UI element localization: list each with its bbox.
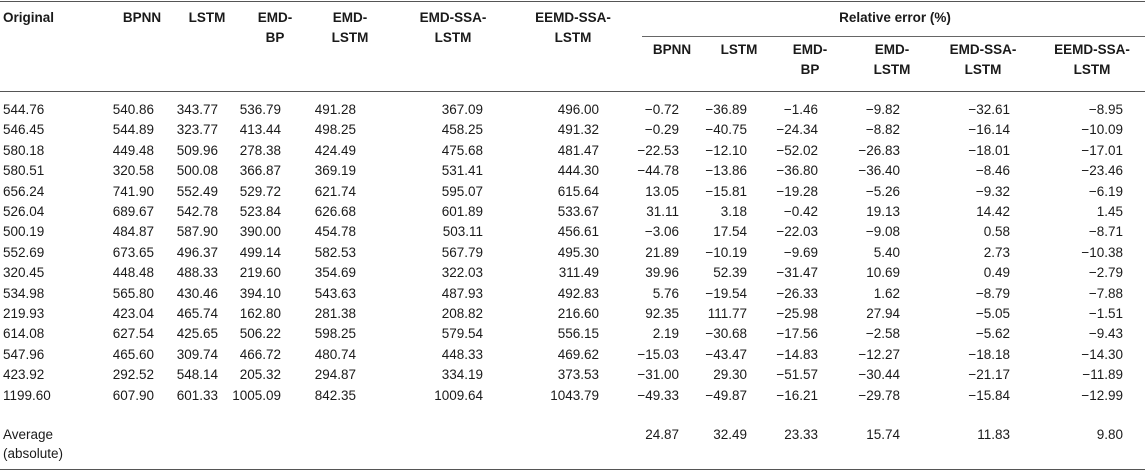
table-cell: 621.74 [314,183,356,199]
average-cell: 9.80 [1096,427,1123,442]
table-cell: 540.86 [112,102,154,117]
table-cell: −29.78 [858,387,900,403]
header-bpnn [110,8,174,28]
header-emd-lstm: EMD- LSTM [331,10,369,45]
table-cell: 492.83 [557,285,599,301]
table-cell: 17.54 [713,224,747,240]
table-cell: 423.04 [112,306,154,321]
average-sublabel: (absolute) [3,446,64,461]
table-cell: 21.89 [645,244,679,260]
table-cell: −15.84 [968,387,1010,403]
table-cell: 582.53 [314,244,356,260]
table-cell: −1.46 [783,102,818,117]
table-cell: −15.03 [637,346,679,362]
table-cell: 544.76 [3,102,45,117]
table-cell: 534.98 [3,285,45,301]
table-cell: 480.74 [314,346,356,362]
table-cell: −26.33 [776,285,818,301]
table-cell: −26.83 [858,142,900,158]
table-cell: 546.45 [3,122,45,138]
table-cell: 741.90 [112,183,154,199]
average-cell: 32.49 [713,427,747,442]
table-cell: −16.21 [776,387,818,403]
table-cell: 292.52 [112,367,154,383]
table-cell: 448.48 [112,265,154,281]
table-cell: −25.98 [776,306,818,321]
table-cell: −43.47 [705,346,747,362]
table-cell: −14.30 [1081,346,1123,362]
table-cell: 498.25 [314,122,356,138]
table-cell: 320.45 [3,265,45,281]
table-cell: −16.14 [968,122,1010,138]
table-cell: −5.05 [975,306,1010,321]
table-cell: −21.17 [968,367,1010,383]
table-cell: 523.84 [239,204,281,219]
table-cell: 205.32 [239,367,281,383]
header-original: Original [3,10,55,25]
table-cell: −19.28 [776,183,818,199]
table-cell: 466.72 [239,346,281,362]
table-cell: −15.81 [705,183,747,199]
table-cell: 423.92 [3,367,45,383]
table-cell: 503.11 [442,224,483,240]
table-cell: −3.06 [644,224,679,240]
table-cell: 526.04 [3,204,45,219]
table-cell: −0.42 [783,204,818,219]
table-cell: −2.58 [865,326,900,342]
table-cell: 656.24 [3,183,45,199]
header-lstm-text: LSTM [188,10,226,25]
table-cell: 509.96 [176,142,218,158]
table-cell: −10.38 [1081,244,1123,260]
table-cell: −49.87 [705,387,747,403]
table-cell: 281.38 [314,306,356,321]
table-cell: 367.09 [441,102,483,117]
table-cell: −44.78 [637,163,679,179]
table-cell: 484.87 [112,224,154,240]
table-cell: 448.33 [441,346,483,362]
table-cell: 469.62 [557,346,599,362]
table-cell: −9.69 [783,244,818,260]
header-err-emd-lstm: EMD- LSTM [873,42,911,77]
table-cell: −9.32 [975,183,1010,199]
table-cell: −8.79 [975,285,1010,301]
header-bpnn-text: BPNN [122,10,162,25]
table-cell: 369.19 [314,163,356,179]
header-relative-error: Relative error (%) [839,10,951,25]
table-cell: −51.57 [776,367,818,383]
table-cell: −8.82 [865,122,900,138]
table-cell: 14.42 [976,204,1010,219]
header-lstm [182,8,232,28]
table-cell: −30.44 [858,367,900,383]
table-cell: −0.72 [644,102,679,117]
table-cell: 499.14 [239,244,281,260]
table-cell: −12.99 [1081,387,1123,403]
header-emd-ssa-lstm: EMD-SSA- LSTM [419,10,487,45]
table-cell: 481.47 [557,142,599,158]
table-cell: 10.69 [866,265,900,281]
table-cell: 454.78 [314,224,356,240]
table-cell: 506.22 [239,326,281,342]
table-cell: 565.80 [112,285,154,301]
table-cell: −13.86 [705,163,747,179]
average-cell: 23.33 [784,427,818,442]
table-cell: 496.37 [176,244,218,260]
header-eemd-ssa-lstm: EEMD-SSA- LSTM [535,10,611,45]
header-err-lstm: LSTM [720,42,758,57]
table-cell: −9.08 [865,224,900,240]
table-cell: 496.00 [557,102,599,117]
table-cell: 2.19 [652,326,679,342]
table-cell: −11.89 [1082,367,1123,383]
table-cell: 208.82 [441,306,483,321]
table-cell: 1199.60 [3,387,51,403]
table-cell: 1.62 [873,285,900,301]
table-cell: −49.33 [637,387,679,403]
table-cell: −22.03 [776,224,818,240]
table-cell: 614.08 [3,326,45,342]
table-cell: 5.76 [652,285,679,301]
table-cell: 542.78 [176,204,218,219]
table-cell: 615.64 [557,183,599,199]
table-cell: 626.68 [314,204,356,219]
table-cell: 219.93 [3,306,45,321]
table-cell: 531.41 [441,163,483,179]
table-cell: −18.01 [968,142,1010,158]
header-err-emd-bp: EMD- BP [792,42,828,77]
table-cell: −19.54 [705,285,747,301]
table-cell: 595.07 [441,183,483,199]
average-cell: 15.74 [866,427,900,442]
table-cell: 320.58 [112,163,154,179]
table-cell: 424.49 [314,142,356,158]
table-cell: 219.60 [239,265,281,281]
table-cell: 394.10 [239,285,281,301]
table-cell: 475.68 [441,142,483,158]
table-cell: 343.77 [176,102,218,117]
table-cell: −14.83 [776,346,818,362]
table-cell: −6.19 [1088,183,1123,199]
table-cell: −24.34 [776,122,818,138]
table-cell: 544.89 [112,122,154,138]
table-cell: 425.65 [176,326,218,342]
table-cell: −32.61 [968,102,1010,117]
table-cell: 3.18 [720,204,747,219]
table-cell: −8.46 [975,163,1010,179]
table-cell: −9.82 [865,102,900,117]
table-cell: 500.19 [3,224,45,240]
table-cell: 456.61 [557,224,599,240]
table-cell: 19.13 [866,204,900,219]
table-cell: −23.46 [1081,163,1123,179]
table-cell: 842.35 [314,387,356,403]
table-cell: 548.14 [176,367,218,383]
header-rule [0,91,1145,92]
table-cell: 31.11 [646,204,679,219]
table-cell: −30.68 [705,326,747,342]
table-cell: 334.19 [441,367,483,383]
table-cell: 567.79 [441,244,483,260]
table-cell: −40.75 [705,122,747,138]
table-cell: 552.69 [3,244,45,260]
header-err-emd-ssa-lstm: EMD-SSA- LSTM [949,42,1017,77]
table-cell: −5.62 [975,326,1010,342]
table-cell: −10.09 [1081,122,1123,138]
table-cell: −36.80 [776,163,818,179]
table-cell: 601.33 [176,387,218,403]
table-cell: 162.80 [239,306,281,321]
table-cell: 413.44 [239,122,281,138]
table-cell: −36.89 [705,102,747,117]
table-cell: 449.48 [112,142,154,158]
table-cell: 311.49 [558,265,599,281]
table-cell: 543.63 [314,285,356,301]
table-cell: 354.69 [314,265,356,281]
table-cell: 536.79 [239,102,281,117]
table-cell: 92.35 [645,306,679,321]
table-cell: 5.40 [873,244,900,260]
table-cell: 366.87 [239,163,281,179]
table-cell: 491.28 [314,102,356,117]
table-cell: 580.18 [3,142,45,158]
table-cell: −17.01 [1081,142,1123,158]
table-cell: 111.77 [707,306,747,321]
table-cell: 13.05 [645,183,679,199]
table-cell: 430.46 [176,285,218,301]
table-cell: 1043.79 [550,387,599,403]
table-cell: 322.03 [441,265,483,281]
table-cell: 587.90 [176,224,218,240]
table-cell: −1.51 [1088,306,1123,321]
table-cell: −10.19 [705,244,747,260]
table-cell: 216.60 [557,306,599,321]
table-cell: −5.26 [865,183,900,199]
table-cell: 601.89 [441,204,483,219]
table-cell: 52.39 [713,265,747,281]
table-cell: 465.60 [112,346,154,362]
table-cell: 0.49 [983,265,1010,281]
table-cell: 627.54 [112,326,154,342]
table-cell: 689.67 [112,204,154,219]
table-cell: 309.74 [176,346,218,362]
table-cell: −12.27 [858,346,900,362]
table-cell: 487.93 [441,285,483,301]
table-cell: −18.18 [968,346,1010,362]
table-cell: 552.49 [176,183,218,199]
table-cell: 673.65 [112,244,154,260]
top-rule [0,1,1145,2]
table-cell: 27.94 [866,306,900,321]
table-cell: 465.74 [176,306,218,321]
table-cell: 598.25 [314,326,356,342]
table-cell: 458.25 [441,122,483,138]
table-cell: 444.30 [557,163,599,179]
table-cell: 1.45 [1096,204,1123,219]
table-cell: −2.79 [1088,265,1123,281]
table-cell: −9.43 [1088,326,1123,342]
header-err-eemd-ssa-lstm: EEMD-SSA- LSTM [1054,42,1130,77]
average-cell: 11.83 [977,427,1010,442]
average-cell: 24.87 [645,427,679,442]
table-cell: −8.95 [1088,102,1123,117]
header-err-bpnn: BPNN [652,42,692,57]
table-cell: −7.88 [1088,285,1123,301]
table-cell: −17.56 [776,326,818,342]
bottom-rule [0,469,1145,470]
table-cell: 278.38 [239,142,281,158]
table-cell: 1005.09 [232,387,281,403]
table-cell: 500.08 [176,163,218,179]
table-cell: 488.33 [176,265,218,281]
table-cell: 323.77 [176,122,218,138]
table-cell: 29.30 [713,367,747,383]
table-cell: 547.96 [3,346,45,362]
table-cell: 529.72 [239,183,281,199]
table-cell: −52.02 [776,142,818,158]
table-cell: 0.58 [983,224,1010,240]
table-cell: 491.32 [557,122,599,138]
table-cell: −12.10 [705,142,747,158]
table-cell: 495.30 [557,244,599,260]
table-cell: −0.29 [644,122,679,138]
table-cell: 373.53 [557,367,599,383]
table-cell: 1009.64 [434,387,483,403]
table-cell: −36.40 [858,163,900,179]
table-cell: 533.67 [557,204,599,219]
table-cell: 2.73 [983,244,1010,260]
table-cell: 579.54 [441,326,483,342]
header-emd-bp: EMD- BP [257,10,293,45]
table-cell: −22.53 [637,142,679,158]
table-cell: 580.51 [3,163,45,179]
table-cell: −8.71 [1088,224,1123,240]
table-cell: −31.00 [637,367,679,383]
table-cell: 607.90 [112,387,154,403]
table-cell: 556.15 [557,326,599,342]
relative-error-underline [642,36,1145,37]
table-cell: −31.47 [776,265,818,281]
table-cell: 39.96 [645,265,679,281]
average-label: Average [3,427,54,442]
table-cell: 390.00 [239,224,281,240]
table-cell: 294.87 [314,367,356,383]
